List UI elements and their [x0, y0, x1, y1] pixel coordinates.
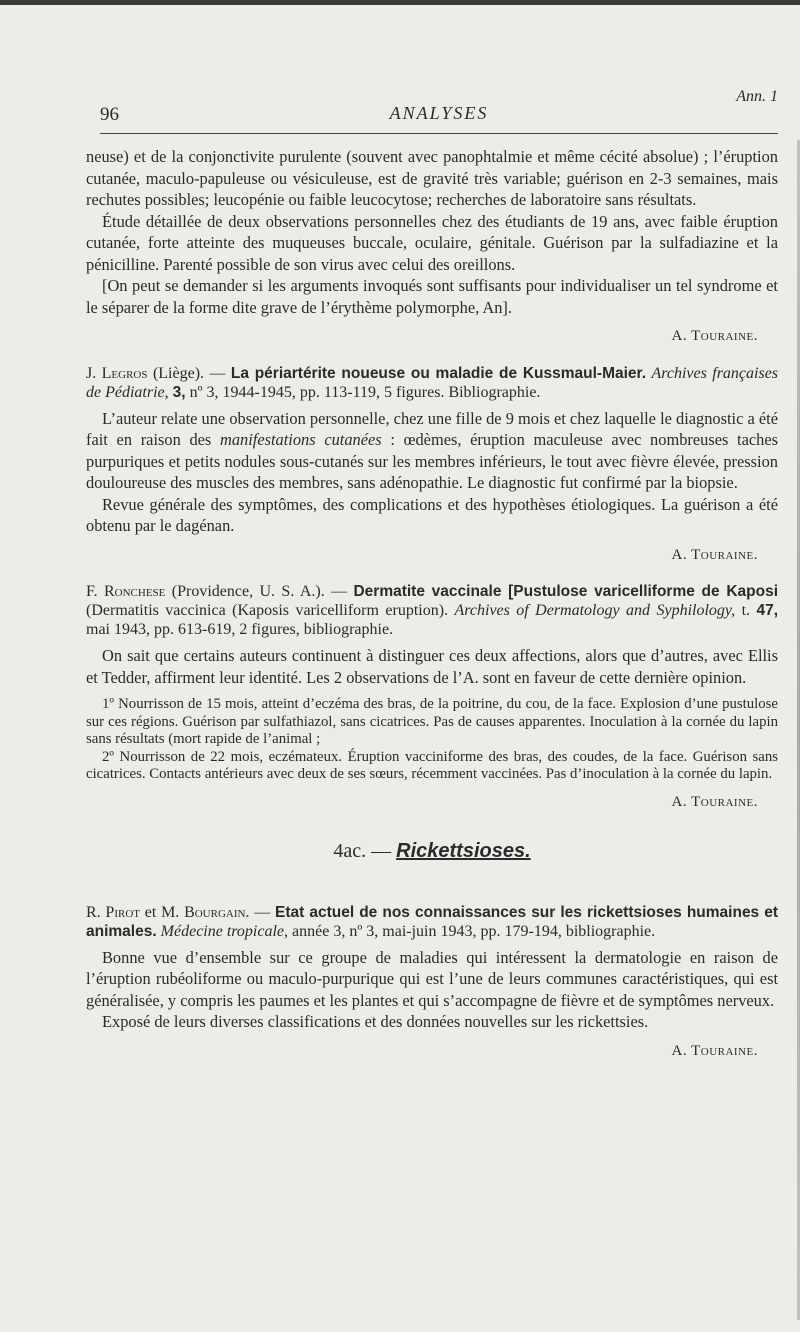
page-number: 96	[100, 104, 119, 125]
header-annotation: Ann. 1	[736, 88, 778, 105]
text-run: L’auteur relate une observation personnelle, chez une fille de 9 mois et chez laquelle le diagnostic a été fait en raison des	[86, 408, 778, 449]
intro-paragraph-2: Étude détaillée de deux observations personnelles chez des étudiants de 19 ans, avec faible éruption cutanée, forte atteinte des muqueuses buccale, oculaire, génitale. Guérison par la sulfadiazine et la pénicilline. Parenté possible de son virus avec celui des oreillons.	[86, 211, 778, 274]
signature: A. Touraine.	[671, 328, 758, 344]
author-place: (Liège). —	[152, 364, 231, 382]
observation-2: 2º Nourrisson de 22 mois, eczémateux. Éruption vacciniforme des bras, des coudes, de la face. Guérison sans cicatrices. Contacts antérieurs avec deux de ses sœurs, récemment vaccinées. Pas d’inoculation à la cornée du lapin.	[86, 748, 778, 782]
volume-prefix: t.	[741, 602, 757, 619]
article-title: Dermatite vaccinale [Pustulose varicelliforme de Kaposi	[353, 583, 779, 600]
running-title: ANALYSES	[389, 103, 489, 123]
observation-1: 1º Nourrisson de 15 mois, atteint d’eczéma des bras, de la poitrine, du cou, de la face. Explosion d’une pustulose sur ces régions. Guérison par sulfathiazol, sans cicatrices. Pas de causes apparentes. Inoculation à la cornée du lapin sans résultats (mort rapide de l’animal ;	[86, 696, 778, 747]
page-header	[100, 86, 778, 126]
signature: A. Touraine.	[671, 1042, 758, 1059]
reference-details: mai 1943, pp. 613-619, 2 figures, bibliographie.	[86, 621, 394, 638]
volume: 47,	[756, 602, 779, 619]
article-reference	[86, 903, 778, 941]
author: M. Bourgain	[161, 903, 246, 921]
article-paragraph: Revue générale des symptômes, des complications et des hypothèses étiologiques. La guérison a été obtenu par le dagénan.	[86, 494, 778, 535]
article-paragraph: On sait que certains auteurs continuent à distinguer ces deux affections, alors que d’autres, avec Ellis et Tedder, affirment leur identité. Les 2 observations de l’A. sont en faveur de cette dernière opinion.	[86, 646, 778, 687]
volume: 3,	[172, 383, 186, 401]
intro-paragraph-1: neuse) et de la conjonctivite purulente (souvent avec panophtalmie et même cécité absolue) ; l’éruption cutanée, maculo-papuleuse ou vésiculeuse, est de gravité très variable; guérison en 2-3 semaines, mais rechutes possibles; leucopénie ou faible leucocytose; recherches de laboratoire sans résultats.	[86, 147, 778, 209]
author: J. Legros	[86, 364, 148, 382]
article-paragraph	[86, 408, 778, 494]
editor-note: [On peut se demander si les arguments invoqués sont suffisants pour individualiser un tel syndrome et le séparer de la forme dite grave de l’érythème polymorphe, An].	[86, 276, 778, 317]
signature: A. Touraine.	[671, 793, 758, 810]
author-place: (Providence, U. S. A.). —	[171, 583, 354, 600]
author: R. Pirot	[86, 903, 140, 921]
journal-name: Archives françaises de Pédiatrie,	[86, 364, 779, 401]
dash: . —	[245, 903, 275, 921]
article-title: La périartérite noueuse ou maladie de Kussmaul-Maier.	[230, 364, 647, 382]
article-reference	[86, 364, 778, 402]
section-number: 4ac. —	[333, 840, 397, 862]
section-title: Rickettsioses.	[396, 840, 531, 862]
section-heading	[86, 841, 778, 863]
reference-details: année 3, nº 3, mai-juin 1943, pp. 179-194, bibliographie.	[288, 922, 656, 940]
reference-details: nº 3, 1944-1945, pp. 113-119, 5 figures. Bibliographie.	[189, 383, 541, 401]
author: F. Ronchese	[86, 583, 166, 600]
text-run: : œdèmes, éruption maculeuse avec nombreuses taches purpuriques et petits nodules sous-cutanés sur les membres inférieurs, le tout avec fièvre élevée, pression douloureuse des muscles des membres, sans adénopathie. Le diagnostic fut confirmé par la biopsie.	[86, 430, 779, 492]
header-rule	[100, 133, 778, 134]
page-body	[86, 146, 778, 1078]
journal-name: Archives of Dermatology and Syphilology,	[454, 602, 736, 619]
article-paragraph: Bonne vue d’ensemble sur ce groupe de maladies qui intéressent la dermatologie en raison de l’éruption rubéoliforme ou maculo-purpurique qui est l’une de leurs communes caractéristiques, qui est généralisée, y compris les paumes et les plantes et qui s’accompagne de fièvre et de symptômes nerveux.	[86, 947, 778, 1010]
journal-name: Médecine tropicale,	[160, 922, 289, 940]
top-border	[0, 0, 800, 5]
author-joiner: et	[140, 903, 162, 921]
article-paragraph: Exposé de leurs diverses classifications et des données nouvelles sur les rickettsies.	[102, 1012, 649, 1031]
article-reference	[86, 582, 778, 639]
article-subtitle: (Dermatitis vaccinica (Kaposis varicelliform eruption).	[86, 602, 455, 619]
emphasis: manifestations cutanées	[220, 430, 382, 449]
article-title: Etat actuel de nos connaissances sur les rickettsioses humaines et animales.	[86, 903, 779, 940]
signature: A. Touraine.	[671, 546, 758, 563]
